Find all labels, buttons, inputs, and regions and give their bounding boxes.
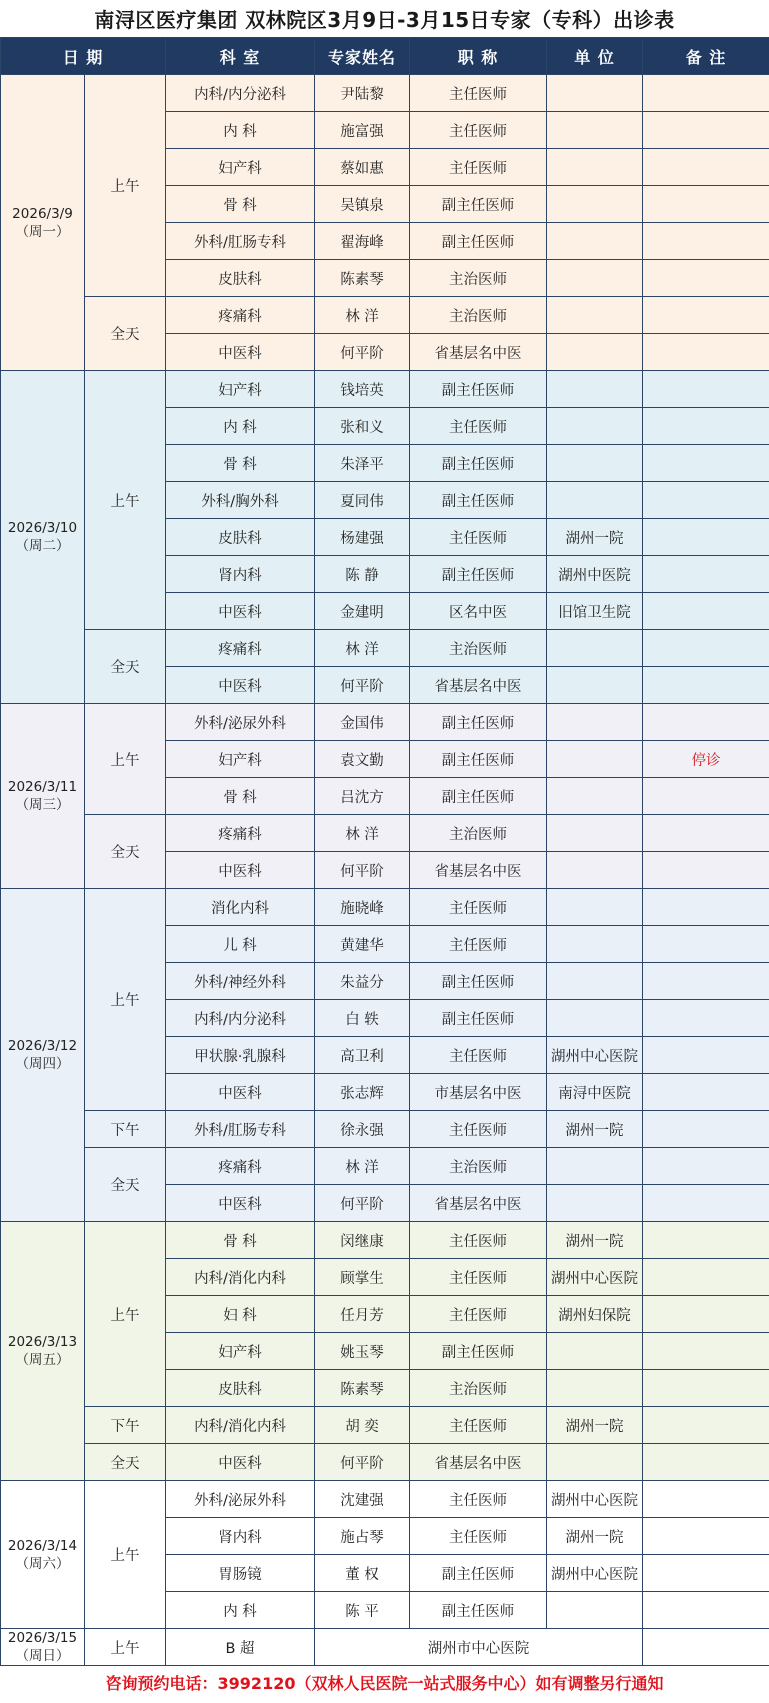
- department-cell: 内 科: [166, 112, 315, 149]
- unit-cell: [547, 889, 643, 926]
- remark-cell: [643, 334, 769, 371]
- title-cell: 主任医师: [410, 1407, 547, 1444]
- department-cell: 疼痛科: [166, 815, 315, 852]
- department-cell: 骨 科: [166, 186, 315, 223]
- department-cell: 中医科: [166, 1444, 315, 1481]
- unit-cell: [547, 741, 643, 778]
- unit-cell: [547, 408, 643, 445]
- title-cell: 主治医师: [410, 297, 547, 334]
- expert-name-cell: 翟海峰: [315, 223, 410, 260]
- remark-cell: [643, 371, 769, 408]
- department-cell: 中医科: [166, 1185, 315, 1222]
- department-cell: 内科/消化内科: [166, 1407, 315, 1444]
- title-cell: 省基层名中医: [410, 334, 547, 371]
- unit-cell: [547, 1370, 643, 1407]
- expert-name-cell: 顾掌生: [315, 1259, 410, 1296]
- expert-name-cell: 吕沈方: [315, 778, 410, 815]
- period-cell: 上午: [85, 75, 166, 297]
- unit-cell: [547, 926, 643, 963]
- expert-name-cell: 何平阶: [315, 667, 410, 704]
- remark-cell: [643, 75, 769, 112]
- expert-name-cell: 林 洋: [315, 630, 410, 667]
- date-cell: [1, 1222, 85, 1481]
- title-cell: 主任医师: [410, 1481, 547, 1518]
- department-cell: 内科/消化内科: [166, 1259, 315, 1296]
- page-title: 南浔区医疗集团 双林院区3月9日-3月15日专家（专科）出诊表: [94, 8, 675, 32]
- expert-name-cell: 何平阶: [315, 1444, 410, 1481]
- remark-cell: [643, 1185, 769, 1222]
- department-cell: 骨 科: [166, 778, 315, 815]
- remark-cell: [643, 630, 769, 667]
- unit-cell: [547, 1592, 643, 1629]
- remark-cell: [643, 149, 769, 186]
- header-unit: 单 位: [547, 38, 643, 75]
- department-cell: 外科/泌尿外科: [166, 704, 315, 741]
- remark-cell: [643, 1222, 769, 1259]
- weekday-text: （周六）: [15, 1555, 70, 1572]
- title-cell: 省基层名中医: [410, 1444, 547, 1481]
- title-cell: 省基层名中医: [410, 852, 547, 889]
- expert-name-cell: 朱益分: [315, 963, 410, 1000]
- remark-cell: [643, 1555, 769, 1592]
- remark-cell: [643, 519, 769, 556]
- title-cell: 主任医师: [410, 149, 547, 186]
- unit-cell: 湖州一院: [547, 1222, 643, 1259]
- period-cell: 下午: [85, 1407, 166, 1444]
- title-cell: 市基层名中医: [410, 1074, 547, 1111]
- period-cell: 全天: [85, 815, 166, 889]
- period-cell: 全天: [85, 1148, 166, 1222]
- table-row: [1, 704, 769, 741]
- department-cell: 妇产科: [166, 1333, 315, 1370]
- unit-cell: [547, 1333, 643, 1370]
- expert-name-cell: 吴镇泉: [315, 186, 410, 223]
- department-cell: 中医科: [166, 1074, 315, 1111]
- header-date: 日 期: [1, 38, 166, 75]
- table-row: [1, 630, 769, 667]
- date-text: 2026/3/9: [12, 205, 73, 222]
- expert-name-cell: 张志辉: [315, 1074, 410, 1111]
- remark-cell: [643, 1333, 769, 1370]
- remark-cell: [643, 1296, 769, 1333]
- unit-cell: 湖州一院: [547, 1407, 643, 1444]
- unit-cell: [547, 297, 643, 334]
- expert-name-cell: 陈 静: [315, 556, 410, 593]
- unit-cell: [547, 260, 643, 297]
- remark-cell: [643, 1444, 769, 1481]
- unit-cell: [547, 334, 643, 371]
- date-text: 2026/3/13: [7, 1334, 78, 1350]
- table-header-row: [1, 38, 769, 75]
- title-cell: 主任医师: [410, 1037, 547, 1074]
- date-cell: [1, 75, 85, 371]
- period-cell: 全天: [85, 1444, 166, 1481]
- title-cell: 副主任医师: [410, 186, 547, 223]
- date-cell: [1, 704, 85, 889]
- title-cell: 副主任医师: [410, 445, 547, 482]
- remark-cell: [643, 1592, 769, 1629]
- period-cell: 全天: [85, 297, 166, 371]
- table-row: [1, 75, 769, 112]
- department-cell: 外科/肛肠专科: [166, 1111, 315, 1148]
- remark-cell: [643, 778, 769, 815]
- department-cell: 骨 科: [166, 1222, 315, 1259]
- unit-cell: 南浔中医院: [547, 1074, 643, 1111]
- header-department: 科 室: [166, 38, 315, 75]
- table-row: [1, 889, 769, 926]
- unit-cell: 旧馆卫生院: [547, 593, 643, 630]
- expert-name-cell: 林 洋: [315, 1148, 410, 1185]
- title-cell: 主任医师: [410, 926, 547, 963]
- remark-cell: [643, 445, 769, 482]
- title-cell: 主任医师: [410, 1259, 547, 1296]
- table-row: [1, 1629, 769, 1666]
- unit-cell: 湖州中心医院: [547, 1037, 643, 1074]
- title-cell: 主任医师: [410, 1222, 547, 1259]
- expert-name-cell: 何平阶: [315, 852, 410, 889]
- date-text: 2026/3/15: [7, 1630, 78, 1646]
- weekday-text: （周五）: [15, 1352, 70, 1368]
- header-expert-name: 专家姓名: [315, 38, 410, 75]
- expert-name-cell: 杨建强: [315, 519, 410, 556]
- title-cell: 副主任医师: [410, 704, 547, 741]
- expert-name-cell: 姚玉琴: [315, 1333, 410, 1370]
- expert-name-cell: 陈 平: [315, 1592, 410, 1629]
- remark-cell: [643, 1481, 769, 1518]
- remark-cell: [643, 260, 769, 297]
- expert-name-cell: 高卫利: [315, 1037, 410, 1074]
- unit-cell: [547, 704, 643, 741]
- date-text: 2026/3/14: [7, 1537, 78, 1554]
- remark-cell: [643, 963, 769, 1000]
- remark-cell: [643, 1000, 769, 1037]
- remark-cell: [643, 1407, 769, 1444]
- department-cell: 骨 科: [166, 445, 315, 482]
- table-row: [1, 1111, 769, 1148]
- department-cell: 皮肤科: [166, 519, 315, 556]
- remark-cell: [643, 297, 769, 334]
- remark-cell: [643, 889, 769, 926]
- department-cell: 妇产科: [166, 371, 315, 408]
- title-cell: 副主任医师: [410, 371, 547, 408]
- department-cell: 皮肤科: [166, 260, 315, 297]
- expert-name-cell: 何平阶: [315, 1185, 410, 1222]
- weekday-text: （周四）: [15, 1056, 70, 1072]
- header-remarks: 备 注: [643, 38, 769, 75]
- remark-cell: [643, 186, 769, 223]
- expert-name-cell: 施晓峰: [315, 889, 410, 926]
- unit-cell: 湖州中医院: [547, 556, 643, 593]
- remark-cell: [643, 852, 769, 889]
- table-row: [1, 1407, 769, 1444]
- expert-name-cell: 施富强: [315, 112, 410, 149]
- unit-cell: [547, 667, 643, 704]
- expert-name-cell: 施占琴: [315, 1518, 410, 1555]
- date-cell: [1, 889, 85, 1222]
- title-cell: 副主任医师: [410, 223, 547, 260]
- table-row: [1, 815, 769, 852]
- date-cell: [1, 371, 85, 704]
- title-cell: 主任医师: [410, 408, 547, 445]
- weekday-text: （周一）: [15, 223, 70, 240]
- expert-name-cell: 白 轶: [315, 1000, 410, 1037]
- title-cell: 区名中医: [410, 593, 547, 630]
- period-cell: 上午: [85, 1481, 166, 1629]
- department-cell: 外科/胸外科: [166, 482, 315, 519]
- period-cell: 全天: [85, 630, 166, 704]
- remark-cell: [643, 1629, 769, 1666]
- weekday-text: （周三）: [15, 797, 70, 813]
- unit-cell: [547, 371, 643, 408]
- expert-name-cell: 夏同伟: [315, 482, 410, 519]
- department-cell: 儿 科: [166, 926, 315, 963]
- department-cell: 中医科: [166, 334, 315, 371]
- unit-cell: 湖州一院: [547, 1111, 643, 1148]
- expert-name-cell: 朱泽平: [315, 445, 410, 482]
- department-cell: 疼痛科: [166, 630, 315, 667]
- schedule-table: [0, 37, 769, 1666]
- footer-notice: 咨询预约电话：3992120（双林人民医院一站式服务中心）如有调整另行通知: [105, 1674, 664, 1693]
- unit-cell: 湖州妇保院: [547, 1296, 643, 1333]
- expert-name-cell: 胡 奕: [315, 1407, 410, 1444]
- title-cell: 主治医师: [410, 1370, 547, 1407]
- department-cell: 内科/内分泌科: [166, 75, 315, 112]
- unit-cell: [547, 852, 643, 889]
- remark-cell: [643, 704, 769, 741]
- department-cell: B 超: [166, 1629, 315, 1666]
- remark-cell: [643, 815, 769, 852]
- date-text: 2026/3/11: [7, 779, 78, 795]
- unit-cell: 湖州中心医院: [547, 1259, 643, 1296]
- title-cell: 主任医师: [410, 75, 547, 112]
- expert-name-cell: 闵继康: [315, 1222, 410, 1259]
- unit-cell: 湖州中心医院: [547, 1555, 643, 1592]
- unit-cell: [547, 963, 643, 1000]
- weekday-text: （周日）: [15, 1648, 70, 1664]
- expert-name-cell: 尹陆黎: [315, 75, 410, 112]
- table-row: [1, 297, 769, 334]
- title-cell: 主任医师: [410, 1296, 547, 1333]
- department-cell: 消化内科: [166, 889, 315, 926]
- department-cell: 妇产科: [166, 149, 315, 186]
- department-cell: 内科/内分泌科: [166, 1000, 315, 1037]
- department-cell: 外科/泌尿外科: [166, 1481, 315, 1518]
- unit-cell: [547, 445, 643, 482]
- department-cell: 甲状腺·乳腺科: [166, 1037, 315, 1074]
- unit-cell: [547, 186, 643, 223]
- unit-cell: [547, 1148, 643, 1185]
- table-row: [1, 1481, 769, 1518]
- title-cell: 省基层名中医: [410, 1185, 547, 1222]
- remark-cell: [643, 1518, 769, 1555]
- expert-name-cell: 黄建华: [315, 926, 410, 963]
- period-cell: 上午: [85, 1629, 166, 1666]
- department-cell: 妇产科: [166, 741, 315, 778]
- merged-info-cell: 湖州市中心医院: [315, 1629, 643, 1666]
- table-row: [1, 371, 769, 408]
- title-cell: 主治医师: [410, 260, 547, 297]
- unit-cell: [547, 482, 643, 519]
- title-cell: 省基层名中医: [410, 667, 547, 704]
- department-cell: 妇 科: [166, 1296, 315, 1333]
- expert-name-cell: 金国伟: [315, 704, 410, 741]
- title-cell: 主治医师: [410, 815, 547, 852]
- title-cell: 副主任医师: [410, 1000, 547, 1037]
- remark-cell: [643, 223, 769, 260]
- title-cell: 副主任医师: [410, 482, 547, 519]
- unit-cell: 湖州一院: [547, 519, 643, 556]
- weekday-text: （周二）: [15, 538, 70, 554]
- table-row: [1, 1444, 769, 1481]
- table-row: [1, 1222, 769, 1259]
- department-cell: 中医科: [166, 667, 315, 704]
- table-row: [1, 1148, 769, 1185]
- remark-cell: [643, 482, 769, 519]
- title-cell: 主任医师: [410, 112, 547, 149]
- unit-cell: [547, 112, 643, 149]
- department-cell: 外科/神经外科: [166, 963, 315, 1000]
- remark-cell: [643, 1074, 769, 1111]
- title-cell: 主治医师: [410, 630, 547, 667]
- department-cell: 皮肤科: [166, 1370, 315, 1407]
- expert-name-cell: 张和义: [315, 408, 410, 445]
- remark-cell: [643, 1111, 769, 1148]
- department-cell: 胃肠镜: [166, 1555, 315, 1592]
- period-cell: 上午: [85, 704, 166, 815]
- expert-name-cell: 林 洋: [315, 297, 410, 334]
- expert-name-cell: 徐永强: [315, 1111, 410, 1148]
- remark-cell: [643, 556, 769, 593]
- department-cell: 肾内科: [166, 1518, 315, 1555]
- period-cell: 上午: [85, 1222, 166, 1407]
- expert-name-cell: 蔡如惠: [315, 149, 410, 186]
- department-cell: 疼痛科: [166, 1148, 315, 1185]
- expert-name-cell: 沈建强: [315, 1481, 410, 1518]
- unit-cell: [547, 815, 643, 852]
- department-cell: 肾内科: [166, 556, 315, 593]
- remark-cell: [643, 1037, 769, 1074]
- department-cell: 疼痛科: [166, 297, 315, 334]
- title-cell: 主任医师: [410, 889, 547, 926]
- unit-cell: [547, 630, 643, 667]
- unit-cell: [547, 1444, 643, 1481]
- department-cell: 外科/肛肠专科: [166, 223, 315, 260]
- unit-cell: [547, 1185, 643, 1222]
- expert-name-cell: 任月芳: [315, 1296, 410, 1333]
- period-cell: 上午: [85, 889, 166, 1111]
- date-text: 2026/3/12: [7, 1038, 78, 1054]
- expert-name-cell: 何平阶: [315, 334, 410, 371]
- date-text: 2026/3/10: [7, 520, 78, 536]
- unit-cell: [547, 75, 643, 112]
- remark-cell: 停诊: [643, 741, 769, 778]
- title-cell: 副主任医师: [410, 963, 547, 1000]
- date-cell: [1, 1629, 85, 1666]
- remark-cell: [643, 408, 769, 445]
- remark-cell: [643, 667, 769, 704]
- period-cell: 上午: [85, 371, 166, 630]
- title-cell: 主任医师: [410, 1518, 547, 1555]
- expert-name-cell: 金建明: [315, 593, 410, 630]
- expert-name-cell: 陈素琴: [315, 260, 410, 297]
- remark-cell: [643, 1259, 769, 1296]
- unit-cell: [547, 778, 643, 815]
- department-cell: 内 科: [166, 408, 315, 445]
- period-cell: 下午: [85, 1111, 166, 1148]
- expert-name-cell: 袁文勤: [315, 741, 410, 778]
- unit-cell: [547, 223, 643, 260]
- remark-cell: [643, 112, 769, 149]
- unit-cell: 湖州中心医院: [547, 1481, 643, 1518]
- title-cell: 主任医师: [410, 1111, 547, 1148]
- unit-cell: 湖州一院: [547, 1518, 643, 1555]
- header-title: 职 称: [410, 38, 547, 75]
- expert-name-cell: 董 权: [315, 1555, 410, 1592]
- remark-cell: [643, 1370, 769, 1407]
- department-cell: 中医科: [166, 593, 315, 630]
- unit-cell: [547, 149, 643, 186]
- title-cell: 副主任医师: [410, 1592, 547, 1629]
- expert-name-cell: 林 洋: [315, 815, 410, 852]
- remark-cell: [643, 926, 769, 963]
- title-cell: 主治医师: [410, 1148, 547, 1185]
- title-cell: 副主任医师: [410, 1333, 547, 1370]
- expert-name-cell: 陈素琴: [315, 1370, 410, 1407]
- expert-name-cell: 钱培英: [315, 371, 410, 408]
- unit-cell: [547, 1000, 643, 1037]
- title-cell: 副主任医师: [410, 741, 547, 778]
- title-cell: 副主任医师: [410, 778, 547, 815]
- department-cell: 内 科: [166, 1592, 315, 1629]
- title-cell: 副主任医师: [410, 1555, 547, 1592]
- title-cell: 副主任医师: [410, 556, 547, 593]
- remark-cell: [643, 593, 769, 630]
- date-cell: [1, 1481, 85, 1629]
- department-cell: 中医科: [166, 852, 315, 889]
- remark-cell: [643, 1148, 769, 1185]
- title-cell: 主任医师: [410, 519, 547, 556]
- schedule-body: [1, 75, 769, 1666]
